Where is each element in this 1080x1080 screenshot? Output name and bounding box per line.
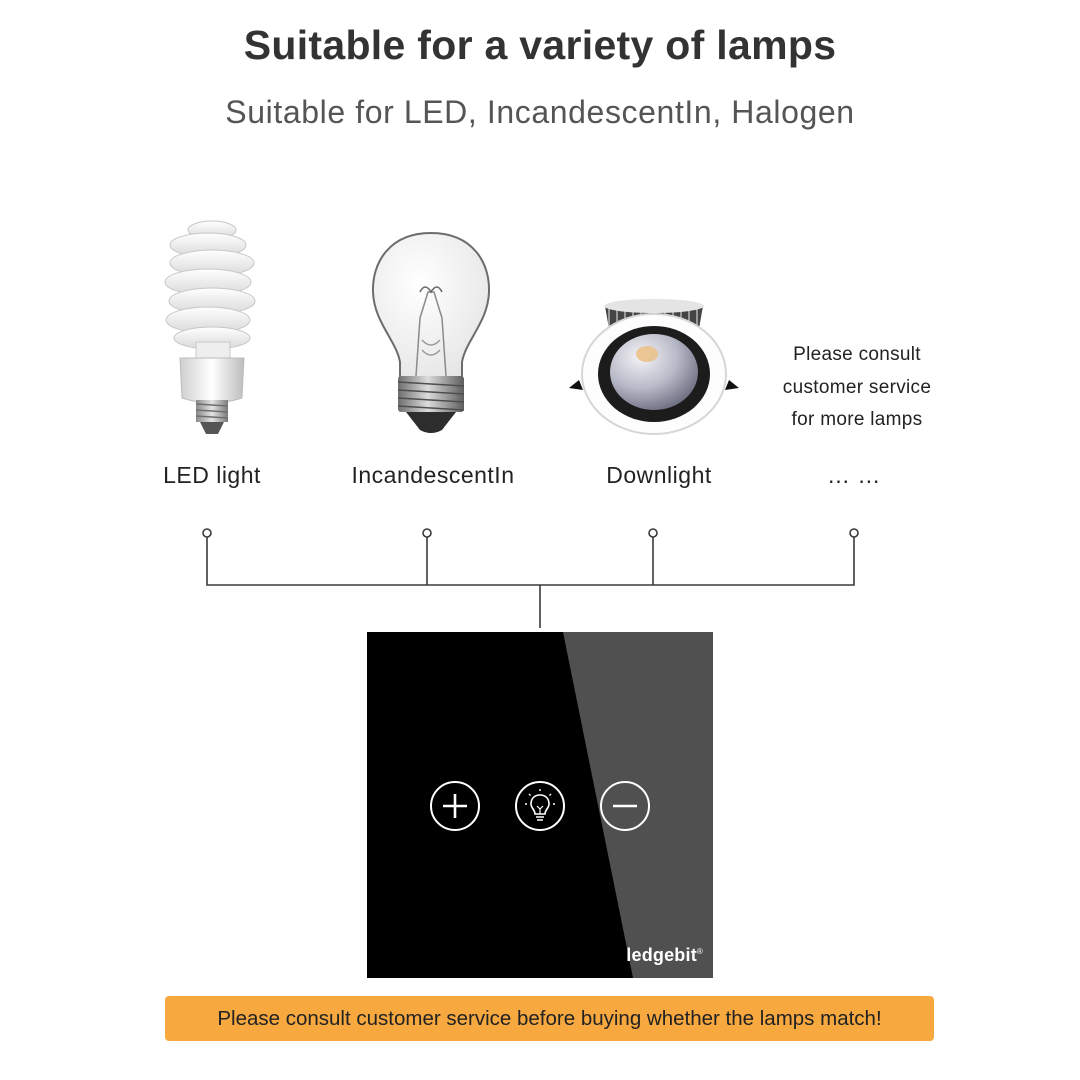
page-subtitle: Suitable for LED, IncandescentIn, Halogen [225,94,855,130]
lamp-label-incandescent: IncandescentIn [351,462,515,488]
lamp-label-led: LED light [163,462,261,488]
more-lamps-note-line-1: Please consult [793,344,921,365]
page-title: Suitable for a variety of lamps [243,22,837,68]
light-bulb-icon[interactable] [514,780,566,832]
lamp-label-more: … … [827,462,881,488]
notice-banner: Please consult customer service before buying whether the lamps match! [165,996,934,1041]
lamp-label-downlight: Downlight [606,462,712,488]
brand-logo: ledgebit® [626,945,703,965]
more-lamps-note-line-3: for more lamps [791,409,923,430]
plus-icon[interactable] [429,780,481,832]
connector-dot-led [203,529,211,537]
connector-dot-more [850,529,858,537]
brand-name: ledgebit [626,945,697,965]
minus-icon[interactable] [599,780,651,832]
more-lamps-note-line-2: customer service [782,376,932,398]
connector-dot-downlight [649,529,657,537]
connector-dot-incandescent [423,529,431,537]
dimmer-switch-panel [367,632,713,978]
